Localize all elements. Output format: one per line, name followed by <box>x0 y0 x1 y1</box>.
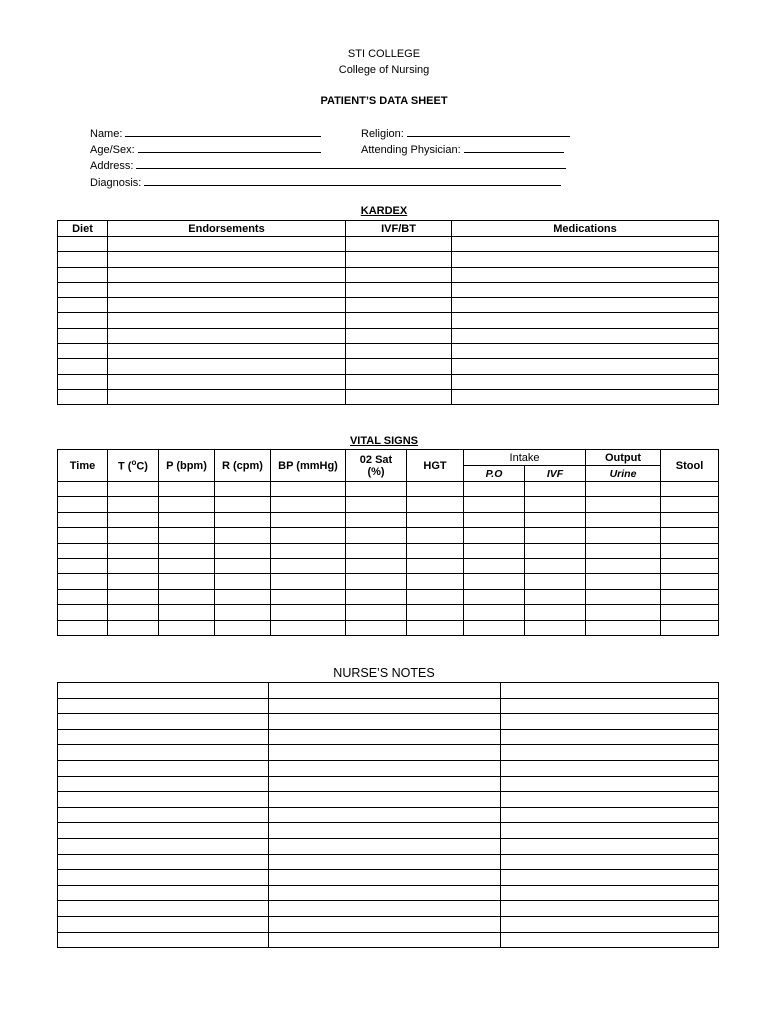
vitals-cell[interactable] <box>464 605 525 620</box>
kardex-row <box>58 252 719 267</box>
vitals-cell[interactable] <box>661 574 719 589</box>
notes-cell[interactable] <box>501 683 719 699</box>
notes-row <box>58 714 719 730</box>
vitals-cell[interactable] <box>586 528 661 543</box>
notes-row <box>58 760 719 776</box>
notes-cell[interactable] <box>269 901 501 917</box>
vitals-cell[interactable] <box>58 497 108 512</box>
vitals-cell[interactable] <box>271 497 346 512</box>
vitals-cell[interactable] <box>108 605 159 620</box>
address-label: Address: <box>90 160 134 172</box>
notes-cell[interactable] <box>58 698 269 714</box>
kardex-cell[interactable] <box>346 298 452 313</box>
vitals-cell[interactable] <box>159 512 215 527</box>
vitals-cell[interactable] <box>346 605 407 620</box>
vitals-col-urine: Urine <box>586 466 661 482</box>
vitals-cell[interactable] <box>215 558 271 573</box>
vitals-cell[interactable] <box>464 482 525 497</box>
vitals-cell[interactable] <box>407 543 464 558</box>
vitals-cell[interactable] <box>661 512 719 527</box>
vitals-cell[interactable] <box>407 528 464 543</box>
college-name: College of Nursing <box>338 64 430 76</box>
kardex-cell[interactable] <box>108 359 346 374</box>
vitals-cell[interactable] <box>108 574 159 589</box>
vitals-cell[interactable] <box>525 589 586 604</box>
notes-cell[interactable] <box>501 854 719 870</box>
name-label: Name: <box>90 128 123 140</box>
kardex-cell[interactable] <box>346 389 452 404</box>
kardex-cell[interactable] <box>108 313 346 328</box>
o2-line-1: 02 Sat <box>359 453 393 466</box>
notes-cell[interactable] <box>501 714 719 730</box>
kardex-cell[interactable] <box>58 252 108 267</box>
vitals-cell[interactable] <box>525 528 586 543</box>
vitals-cell[interactable] <box>159 543 215 558</box>
notes-cell[interactable] <box>269 807 501 823</box>
kardex-cell[interactable] <box>452 374 719 389</box>
vitals-cell[interactable] <box>271 589 346 604</box>
vitals-cell[interactable] <box>525 497 586 512</box>
vitals-cell[interactable] <box>215 589 271 604</box>
vitals-cell[interactable] <box>271 528 346 543</box>
notes-cell[interactable] <box>269 729 501 745</box>
notes-cell[interactable] <box>58 823 269 839</box>
address-line[interactable] <box>136 158 566 169</box>
kardex-row <box>58 389 719 404</box>
kardex-cell[interactable] <box>108 389 346 404</box>
vitals-cell[interactable] <box>464 589 525 604</box>
notes-cell[interactable] <box>58 729 269 745</box>
notes-row <box>58 932 719 948</box>
kardex-cell[interactable] <box>452 252 719 267</box>
notes-cell[interactable] <box>58 932 269 948</box>
kardex-col-diet: Diet <box>58 221 108 237</box>
vitals-cell[interactable] <box>464 528 525 543</box>
kardex-cell[interactable] <box>58 374 108 389</box>
vitals-cell[interactable] <box>464 620 525 635</box>
kardex-cell[interactable] <box>452 298 719 313</box>
notes-row <box>58 807 719 823</box>
notes-row <box>58 838 719 854</box>
notes-cell[interactable] <box>501 823 719 839</box>
vitals-cell[interactable] <box>215 620 271 635</box>
vitals-cell[interactable] <box>464 558 525 573</box>
kardex-row <box>58 328 719 343</box>
notes-cell[interactable] <box>269 885 501 901</box>
kardex-cell[interactable] <box>58 359 108 374</box>
kardex-cell[interactable] <box>346 282 452 297</box>
notes-cell[interactable] <box>58 714 269 730</box>
vitals-cell[interactable] <box>159 528 215 543</box>
temp-degree: o <box>131 458 137 468</box>
vitals-cell[interactable] <box>586 497 661 512</box>
notes-row <box>58 683 719 699</box>
vitals-col-o2-sat <box>346 450 407 482</box>
vitals-cell[interactable] <box>271 574 346 589</box>
kardex-cell[interactable] <box>452 313 719 328</box>
kardex-col-endorsements: Endorsements <box>108 221 346 237</box>
vitals-cell[interactable] <box>346 528 407 543</box>
vitals-cell[interactable] <box>407 497 464 512</box>
vitals-cell[interactable] <box>346 574 407 589</box>
vitals-col-bp: BP (mmHg) <box>271 450 346 482</box>
attending-physician-field[interactable] <box>361 142 564 156</box>
kardex-cell[interactable] <box>108 282 346 297</box>
kardex-cell[interactable] <box>58 282 108 297</box>
kardex-cell[interactable] <box>58 344 108 359</box>
vitals-cell[interactable] <box>661 482 719 497</box>
vital-signs-table <box>57 449 719 636</box>
kardex-cell[interactable] <box>108 328 346 343</box>
kardex-cell[interactable] <box>452 267 719 282</box>
age-sex-field[interactable] <box>90 142 321 156</box>
vitals-cell[interactable] <box>464 497 525 512</box>
vitals-col-resp: R (cpm) <box>215 450 271 482</box>
notes-row <box>58 870 719 886</box>
vitals-cell[interactable] <box>346 497 407 512</box>
vitals-row <box>58 574 719 589</box>
notes-cell[interactable] <box>58 745 269 761</box>
notes-cell[interactable] <box>501 916 719 932</box>
notes-cell[interactable] <box>501 729 719 745</box>
notes-cell[interactable] <box>58 838 269 854</box>
name-line[interactable] <box>125 126 321 137</box>
kardex-cell[interactable] <box>346 313 452 328</box>
vitals-cell[interactable] <box>108 543 159 558</box>
notes-cell[interactable] <box>501 807 719 823</box>
vitals-cell[interactable] <box>215 497 271 512</box>
kardex-cell[interactable] <box>108 374 346 389</box>
kardex-cell[interactable] <box>108 252 346 267</box>
kardex-cell[interactable] <box>58 298 108 313</box>
vitals-cell[interactable] <box>58 512 108 527</box>
vitals-cell[interactable] <box>159 620 215 635</box>
kardex-cell[interactable] <box>452 359 719 374</box>
vitals-row <box>58 482 719 497</box>
vitals-cell[interactable] <box>271 512 346 527</box>
vitals-cell[interactable] <box>407 605 464 620</box>
kardex-cell[interactable] <box>108 344 346 359</box>
vitals-cell[interactable] <box>525 482 586 497</box>
religion-field[interactable] <box>361 126 570 140</box>
vitals-cell[interactable] <box>108 512 159 527</box>
notes-cell[interactable] <box>269 745 501 761</box>
school-name: STI COLLEGE <box>347 48 421 60</box>
vitals-cell[interactable] <box>346 512 407 527</box>
notes-row <box>58 854 719 870</box>
kardex-row <box>58 237 719 252</box>
age-sex-line[interactable] <box>138 142 321 153</box>
vitals-cell[interactable] <box>58 589 108 604</box>
nurses-notes-title: NURSE’S NOTES <box>333 666 435 680</box>
notes-cell[interactable] <box>501 745 719 761</box>
vitals-cell[interactable] <box>586 558 661 573</box>
nurses-notes-table <box>57 682 719 948</box>
notes-cell[interactable] <box>501 792 719 808</box>
kardex-cell[interactable] <box>346 252 452 267</box>
vitals-cell[interactable] <box>661 589 719 604</box>
vitals-col-po: P.O <box>464 466 525 482</box>
vitals-cell[interactable] <box>215 543 271 558</box>
kardex-cell[interactable] <box>452 237 719 252</box>
notes-cell[interactable] <box>269 870 501 886</box>
vitals-row <box>58 558 719 573</box>
vitals-col-intake: Intake <box>464 450 586 466</box>
notes-cell[interactable] <box>269 838 501 854</box>
notes-cell[interactable] <box>269 683 501 699</box>
kardex-cell[interactable] <box>346 374 452 389</box>
vitals-row <box>58 512 719 527</box>
religion-line[interactable] <box>407 126 570 137</box>
vitals-cell[interactable] <box>159 497 215 512</box>
vitals-cell[interactable] <box>215 512 271 527</box>
kardex-cell[interactable] <box>108 237 346 252</box>
kardex-col-ivf-bt: IVF/BT <box>346 221 452 237</box>
kardex-cell[interactable] <box>346 237 452 252</box>
kardex-row <box>58 344 719 359</box>
temp-unit: C) <box>136 460 148 473</box>
vitals-cell[interactable] <box>586 574 661 589</box>
notes-row <box>58 916 719 932</box>
vitals-cell[interactable] <box>58 605 108 620</box>
notes-cell[interactable] <box>58 683 269 699</box>
vitals-cell[interactable] <box>407 512 464 527</box>
kardex-cell[interactable] <box>58 313 108 328</box>
notes-cell[interactable] <box>501 838 719 854</box>
notes-cell[interactable] <box>269 792 501 808</box>
vitals-row <box>58 589 719 604</box>
vitals-cell[interactable] <box>108 482 159 497</box>
notes-cell[interactable] <box>58 760 269 776</box>
vitals-cell[interactable] <box>159 558 215 573</box>
vitals-cell[interactable] <box>215 528 271 543</box>
attending-physician-label: Attending Physician: <box>361 144 461 156</box>
kardex-cell[interactable] <box>58 328 108 343</box>
vitals-cell[interactable] <box>586 605 661 620</box>
vitals-cell[interactable] <box>346 620 407 635</box>
kardex-cell[interactable] <box>452 389 719 404</box>
kardex-title: KARDEX <box>360 205 408 217</box>
vitals-cell[interactable] <box>661 528 719 543</box>
vitals-cell[interactable] <box>407 558 464 573</box>
vitals-cell[interactable] <box>525 574 586 589</box>
address-field[interactable] <box>90 158 566 172</box>
kardex-cell[interactable] <box>108 267 346 282</box>
notes-row <box>58 823 719 839</box>
vitals-cell[interactable] <box>159 574 215 589</box>
notes-row <box>58 901 719 917</box>
kardex-cell[interactable] <box>108 298 346 313</box>
attending-physician-line[interactable] <box>464 142 564 153</box>
notes-row <box>58 729 719 745</box>
diagnosis-label: Diagnosis: <box>90 177 142 189</box>
notes-cell[interactable] <box>58 916 269 932</box>
notes-cell[interactable] <box>269 823 501 839</box>
notes-cell[interactable] <box>501 901 719 917</box>
vitals-cell[interactable] <box>271 558 346 573</box>
vitals-cell[interactable] <box>271 620 346 635</box>
vitals-cell[interactable] <box>215 605 271 620</box>
vitals-cell[interactable] <box>108 558 159 573</box>
vitals-col-temp <box>108 450 159 482</box>
notes-cell[interactable] <box>58 854 269 870</box>
notes-cell[interactable] <box>58 870 269 886</box>
vitals-cell[interactable] <box>661 497 719 512</box>
vitals-row <box>58 605 719 620</box>
kardex-cell[interactable] <box>346 328 452 343</box>
vitals-cell[interactable] <box>586 620 661 635</box>
vitals-cell[interactable] <box>661 543 719 558</box>
notes-cell[interactable] <box>58 885 269 901</box>
kardex-row <box>58 374 719 389</box>
notes-cell[interactable] <box>269 932 501 948</box>
vitals-cell[interactable] <box>525 620 586 635</box>
vitals-cell[interactable] <box>159 482 215 497</box>
vitals-col-ivf: IVF <box>525 466 586 482</box>
notes-cell[interactable] <box>58 792 269 808</box>
vitals-cell[interactable] <box>58 620 108 635</box>
notes-row <box>58 745 719 761</box>
notes-row <box>58 698 719 714</box>
vital-signs-title: VITAL SIGNS <box>349 435 419 447</box>
vitals-cell[interactable] <box>525 605 586 620</box>
kardex-row <box>58 359 719 374</box>
kardex-row <box>58 313 719 328</box>
notes-row <box>58 885 719 901</box>
notes-cell[interactable] <box>501 870 719 886</box>
vitals-cell[interactable] <box>464 574 525 589</box>
kardex-cell[interactable] <box>452 344 719 359</box>
notes-cell[interactable] <box>58 807 269 823</box>
vitals-cell[interactable] <box>586 482 661 497</box>
vitals-cell[interactable] <box>108 620 159 635</box>
vitals-cell[interactable] <box>586 589 661 604</box>
notes-cell[interactable] <box>269 776 501 792</box>
page-title: PATIENT’S DATA SHEET <box>320 95 448 107</box>
vitals-cell[interactable] <box>271 543 346 558</box>
kardex-row <box>58 298 719 313</box>
notes-cell[interactable] <box>269 916 501 932</box>
vitals-cell[interactable] <box>407 620 464 635</box>
vitals-cell[interactable] <box>586 512 661 527</box>
vitals-cell[interactable] <box>58 528 108 543</box>
vitals-row <box>58 620 719 635</box>
vitals-cell[interactable] <box>346 482 407 497</box>
vitals-cell[interactable] <box>58 482 108 497</box>
vitals-cell[interactable] <box>407 482 464 497</box>
vitals-header-row-1 <box>58 450 719 466</box>
vitals-cell[interactable] <box>586 543 661 558</box>
kardex-cell[interactable] <box>452 282 719 297</box>
vitals-cell[interactable] <box>271 482 346 497</box>
notes-cell[interactable] <box>501 932 719 948</box>
notes-cell[interactable] <box>58 901 269 917</box>
notes-cell[interactable] <box>501 885 719 901</box>
vitals-cell[interactable] <box>464 512 525 527</box>
vitals-cell[interactable] <box>346 589 407 604</box>
notes-cell[interactable] <box>269 760 501 776</box>
vitals-cell[interactable] <box>525 512 586 527</box>
kardex-cell[interactable] <box>346 344 452 359</box>
kardex-header-row <box>58 221 719 237</box>
notes-cell[interactable] <box>269 714 501 730</box>
notes-cell[interactable] <box>501 776 719 792</box>
notes-row <box>58 776 719 792</box>
vitals-col-stool: Stool <box>661 450 719 482</box>
vitals-cell[interactable] <box>58 543 108 558</box>
vitals-cell[interactable] <box>661 605 719 620</box>
kardex-row <box>58 282 719 297</box>
vitals-cell[interactable] <box>525 558 586 573</box>
notes-cell[interactable] <box>58 776 269 792</box>
vitals-cell[interactable] <box>58 574 108 589</box>
kardex-col-medications: Medications <box>452 221 719 237</box>
vitals-row <box>58 528 719 543</box>
notes-row <box>58 792 719 808</box>
vitals-cell[interactable] <box>661 558 719 573</box>
kardex-table <box>57 220 719 405</box>
notes-cell[interactable] <box>269 698 501 714</box>
vitals-col-output: Output <box>586 450 661 466</box>
vitals-cell[interactable] <box>661 620 719 635</box>
vitals-cell[interactable] <box>407 574 464 589</box>
vitals-col-time: Time <box>58 450 108 482</box>
o2-line-2: (%) <box>367 465 385 478</box>
kardex-cell[interactable] <box>58 237 108 252</box>
vitals-cell[interactable] <box>159 605 215 620</box>
vitals-cell[interactable] <box>108 589 159 604</box>
vitals-cell[interactable] <box>464 543 525 558</box>
kardex-cell[interactable] <box>346 267 452 282</box>
vitals-cell[interactable] <box>346 543 407 558</box>
notes-cell[interactable] <box>501 698 719 714</box>
age-sex-label: Age/Sex: <box>90 144 135 156</box>
vitals-cell[interactable] <box>346 558 407 573</box>
religion-label: Religion: <box>361 128 404 140</box>
vitals-col-hgt: HGT <box>407 450 464 482</box>
vitals-cell[interactable] <box>159 589 215 604</box>
notes-cell[interactable] <box>501 760 719 776</box>
vitals-cell[interactable] <box>58 558 108 573</box>
kardex-cell[interactable] <box>58 389 108 404</box>
vitals-col-pulse: P (bpm) <box>159 450 215 482</box>
kardex-cell[interactable] <box>58 267 108 282</box>
kardex-cell[interactable] <box>346 359 452 374</box>
kardex-row <box>58 267 719 282</box>
vitals-row <box>58 497 719 512</box>
vitals-cell[interactable] <box>108 497 159 512</box>
vitals-cell[interactable] <box>215 574 271 589</box>
vitals-cell[interactable] <box>407 589 464 604</box>
diagnosis-line[interactable] <box>144 175 561 186</box>
diagnosis-field[interactable] <box>90 175 561 189</box>
vitals-cell[interactable] <box>525 543 586 558</box>
notes-cell[interactable] <box>269 854 501 870</box>
vitals-cell[interactable] <box>215 482 271 497</box>
temp-label: T ( <box>118 460 132 473</box>
name-field[interactable] <box>90 126 321 140</box>
kardex-cell[interactable] <box>452 328 719 343</box>
vitals-cell[interactable] <box>108 528 159 543</box>
vitals-row <box>58 543 719 558</box>
vitals-cell[interactable] <box>271 605 346 620</box>
